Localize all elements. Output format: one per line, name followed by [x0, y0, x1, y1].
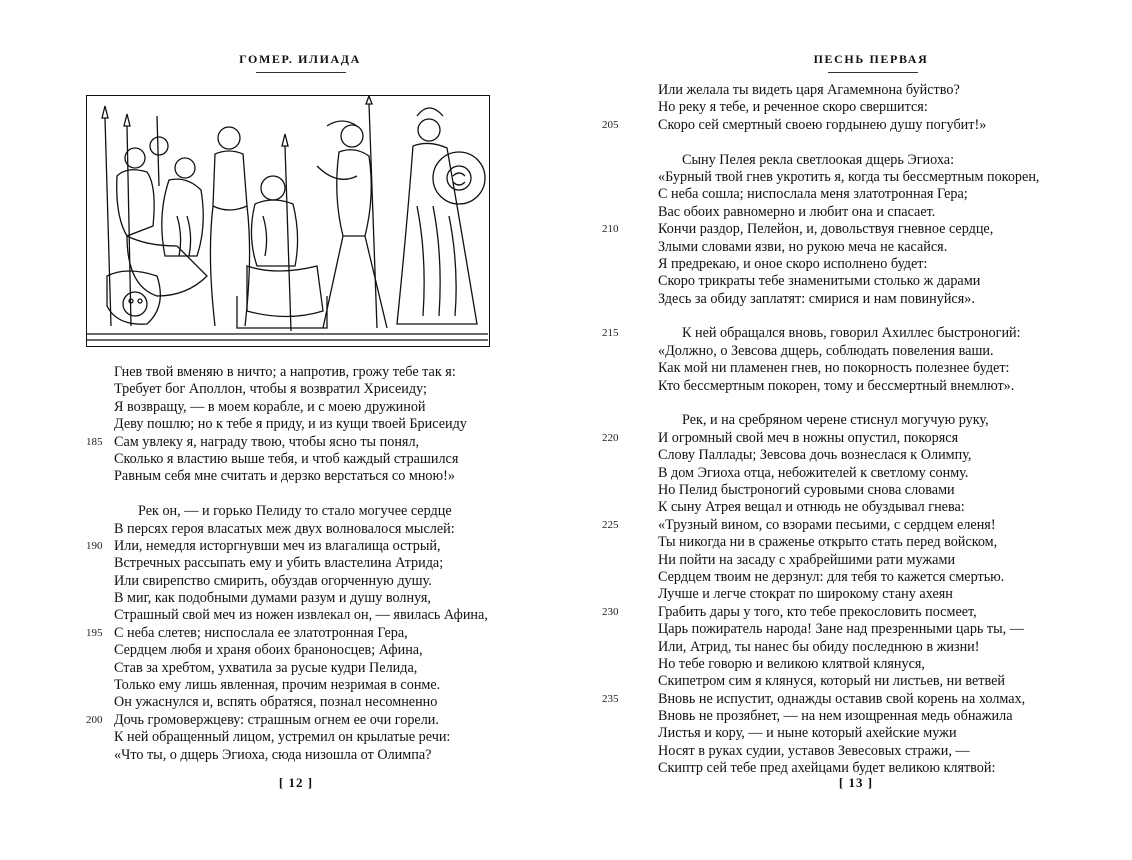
verse-line [0, 399, 566, 416]
verse-text: Требует бог Аполлон, чтобы я возвратил Хрисеиду; [114, 381, 427, 398]
verse-text: «Что ты, о дщерь Эгиоха, сюда низошла от Олимпа? [114, 746, 432, 763]
line-number: 220 [602, 431, 619, 444]
line-number: 185 [86, 435, 103, 448]
verse-line [566, 273, 1132, 290]
verse-line [0, 503, 566, 520]
verse-text: И огромный свой меч в ножны опустил, покоряся [658, 429, 959, 446]
verse-line [566, 604, 1132, 621]
verse-line [0, 416, 566, 433]
verse-line [0, 434, 566, 451]
verse-text: Лучше и легче стократ по широкому стану ахеян [658, 586, 953, 603]
line-number: 210 [602, 223, 619, 236]
verse-line [566, 291, 1132, 308]
verse-line [566, 99, 1132, 116]
verse-line [0, 642, 566, 659]
verse-text: Здесь за обиду заплатят: смирися и нам повинуйся». [658, 290, 975, 307]
verse-text: «Трузный вином, со взорами песьими, с сердцем еленя! [658, 516, 996, 533]
verse-text: Я предрекаю, и оное скоро исполнено будет: [658, 255, 928, 272]
verse-block-left [0, 364, 566, 764]
verse-text: Рек он, — и горько Пелиду то стало могучее сердце [138, 503, 452, 520]
verse-text: Сколько я властию выше тебя, и чтоб каждый страшился [114, 450, 459, 467]
verse-text: Дочь громовержцеву: страшным огнем ее очи горели. [114, 711, 439, 728]
verse-line [566, 656, 1132, 673]
verse-text: К ней обращался вновь, говорил Ахиллес быстроногий: [682, 325, 1021, 342]
verse-text: Вновь не испустит, однажды оставив свой корень на холмах, [658, 690, 1026, 707]
verse-line [566, 552, 1132, 569]
line-number: 195 [86, 626, 103, 639]
verse-text: Он ужаснулся и, вспять обратяся, познал несомненно [114, 694, 438, 711]
verse-text: Или, Атрид, ты нанес бы обиду последнюю в жизни! [658, 638, 980, 655]
verse-line [0, 468, 566, 485]
verse-text: Вас обоих равномерно и любит она и спасает. [658, 203, 936, 220]
verse-text: Скиптр сей тебе пред ахейцами будет великою клятвой: [658, 760, 996, 777]
verse-line [566, 586, 1132, 603]
verse-line [566, 169, 1132, 186]
line-number: 235 [602, 692, 619, 705]
verse-text: В миг, как подобными думами разум и душу волнуя, [114, 590, 431, 607]
verse-line [566, 378, 1132, 395]
verse-text: Или желала ты видеть царя Агамемнона буйство? [658, 82, 960, 98]
verse-text: Как мой ни пламенен гнев, но покорность полезнее будет: [658, 360, 1010, 377]
verse-line [566, 517, 1132, 534]
verse-line [566, 117, 1132, 134]
verse-text: Рек, и на сребряном черене стиснул могучую руку, [682, 412, 989, 429]
verse-text: С неба сошла; ниспослала меня златотронная Гера; [658, 186, 968, 203]
verse-block-right [566, 82, 1132, 778]
verse-line [0, 694, 566, 711]
verse-line [566, 569, 1132, 586]
line-number: 190 [86, 539, 103, 552]
verse-text: Листья и кору, — и ныне который ахейские мужи [658, 725, 957, 742]
verse-line [566, 412, 1132, 429]
stanza-break [566, 395, 1132, 412]
verse-line [566, 691, 1132, 708]
verse-text: К ней обращенный лицом, устремил он крылатые речи: [114, 729, 451, 746]
verse-line [566, 186, 1132, 203]
verse-line [0, 625, 566, 642]
verse-line [566, 360, 1132, 377]
verse-text: Гнев твой вменяю в ничто; а напротив, грожу тебе так я: [114, 364, 456, 380]
verse-line [0, 677, 566, 694]
verse-text: Кончи раздор, Пелейон, и, довольствуя гневное сердце, [658, 221, 994, 238]
verse-text: Скоро трикраты тебе знаменитыми столько ж дарами [658, 273, 981, 290]
verse-line [0, 590, 566, 607]
verse-text: К сыну Атрея вещал и отнюдь не обуздывал гнева: [658, 499, 965, 516]
right-page [566, 0, 1132, 860]
verse-line [0, 573, 566, 590]
line-number: 200 [86, 713, 103, 726]
verse-text: Слову Паллады; Зевсова дочь вознеслася к Олимпу, [658, 447, 972, 464]
verse-line [566, 673, 1132, 690]
verse-text: Но Пелид быстроногий суровыми снова словами [658, 481, 955, 498]
verse-line [566, 239, 1132, 256]
verse-text: Но реку я тебе, и реченное скоро свершится: [658, 99, 928, 116]
verse-line [566, 343, 1132, 360]
verse-text: Сыну Пелея рекла светлоокая дщерь Эгиоха: [682, 151, 955, 168]
verse-line [566, 204, 1132, 221]
verse-text: Или свирепство смирить, обуздав огорченную душу. [114, 572, 432, 589]
verse-line [566, 221, 1132, 238]
engraving-illustration [86, 95, 490, 347]
page-number-left: [ 12 ] [278, 775, 314, 790]
verse-text: Грабить дары у того, кто тебе прекословить посмеет, [658, 603, 977, 620]
verse-line [566, 82, 1132, 99]
stanza-break [0, 486, 566, 503]
verse-text: Но тебе говорю и великою клятвой клянуся, [658, 655, 925, 672]
verse-line [566, 499, 1132, 516]
page-number-right: [ 13 ] [838, 775, 874, 790]
verse-text: Сердцем твоим не дерзнул: для тебя то кажется смертью. [658, 568, 1005, 585]
verse-line [566, 639, 1132, 656]
verse-line [566, 465, 1132, 482]
verse-line [0, 660, 566, 677]
verse-line [566, 325, 1132, 342]
verse-line [566, 621, 1132, 638]
verse-line [0, 538, 566, 555]
stanza-break [566, 134, 1132, 151]
verse-text: Ты никогда ни в сраженье открыто стать перед войском, [658, 534, 998, 551]
verse-line [0, 451, 566, 468]
verse-line [566, 725, 1132, 742]
verse-text: Вновь не прозябнет, — на нем изощренная медь обнажила [658, 708, 1013, 725]
verse-text: Я возвращу, — в моем корабле, и с моею дружиной [114, 398, 426, 415]
verse-text: Царь пожиратель народа! Зане над презренными царь ты, — [658, 621, 1024, 638]
verse-line [566, 447, 1132, 464]
verse-text: Кто бессмертным покорен, тому и бессмертный внемлют». [658, 377, 1015, 394]
verse-line [566, 534, 1132, 551]
verse-text: В дом Эгиоха отца, небожителей к светлому сонму. [658, 464, 969, 481]
verse-text: Встречных рассыпать ему и убить властелина Атрида; [114, 555, 444, 572]
verse-text: С неба слетев; ниспослала ее златотронная Гера, [114, 624, 408, 641]
verse-text: Или, немедля исторгнувши меч из влагалища острый, [114, 537, 441, 554]
verse-line [566, 430, 1132, 447]
line-number: 215 [602, 327, 619, 340]
verse-text: Деву пошлю; но к тебе я приду, и из кущи твоей Брисеиду [114, 416, 467, 433]
line-number: 205 [602, 118, 619, 131]
verse-line [566, 708, 1132, 725]
verse-text: Страшный свой меч из ножен извлекал он, — явилась Афина, [114, 607, 488, 624]
line-number: 225 [602, 518, 619, 531]
verse-line [0, 364, 566, 381]
stanza-break [566, 308, 1132, 325]
line-number: 230 [602, 605, 619, 618]
verse-line [0, 555, 566, 572]
verse-line [0, 712, 566, 729]
verse-line [566, 256, 1132, 273]
verse-line [0, 381, 566, 398]
running-head-left: ГОМЕР. ИЛИАДА [239, 52, 361, 66]
verse-line [0, 521, 566, 538]
verse-text: Став за хребтом, ухватила за русые кудри Пелида, [114, 659, 418, 676]
running-head-rule-right [828, 72, 918, 73]
running-head-right: ПЕСНЬ ПЕРВАЯ [813, 52, 929, 66]
verse-line [0, 729, 566, 746]
verse-text: Скоро сей смертный своею гордынею душу погубит!» [658, 116, 987, 133]
verse-line [0, 747, 566, 764]
verse-text: Скипетром сим я клянуся, который ни листьев, ни ветвей [658, 673, 1006, 690]
verse-text: Носят в руках судии, уставов Зевесовых стражи, — [658, 742, 970, 759]
verse-line [0, 607, 566, 624]
verse-text: Сам увлеку я, награду твою, чтобы ясно ты понял, [114, 433, 420, 450]
running-head-rule-left [256, 72, 346, 73]
verse-text: «Должно, о Зевсова дщерь, соблюдать повеления ваши. [658, 342, 994, 359]
verse-line [566, 482, 1132, 499]
verse-text: Сердцем любя и храня обоих браноносцев; Афина, [114, 642, 423, 659]
verse-text: Только ему лишь явленная, прочим незримая в сонме. [114, 677, 441, 694]
verse-text: Равным себя мне считать и дерзко верстаться со мною!» [114, 468, 455, 485]
verse-text: Ни пойти на засаду с храбрейшими рати мужами [658, 551, 956, 568]
verse-text: «Бурный твой гнев укротить я, когда ты бессмертным покорен, [658, 168, 1040, 185]
verse-line [566, 152, 1132, 169]
verse-text: Злыми словами язви, но рукою меча не касайся. [658, 238, 948, 255]
verse-text: В персях героя власатых меж двух волновалося мыслей: [114, 520, 455, 537]
verse-line [566, 743, 1132, 760]
